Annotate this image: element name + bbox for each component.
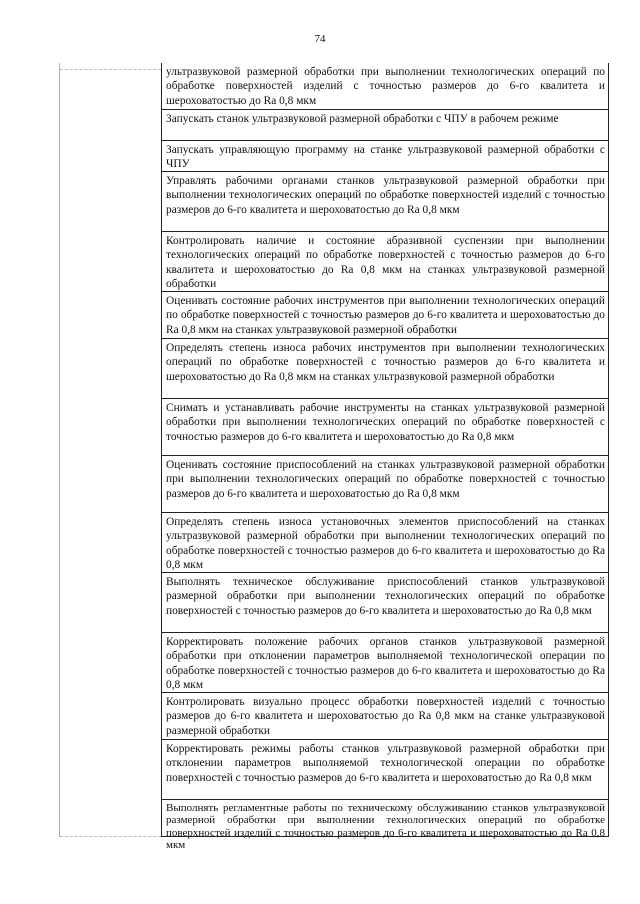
table-row: Контролировать визуально процесс обработки поверхностей изделий с точностью размеров до 6-го квалитета и шероховатостью до Ra 0,8 мкм на станке ультразвуковой размерной обработки	[162, 693, 608, 740]
table-row: Выполнять техническое обслуживание приспособлений станков ультразвуковой размерной обработки при выполнении технологических операций по обработке поверхностей с точностью размеров до 6-го квалитета и шероховатостью до Ra 0,8 мкм	[162, 573, 608, 633]
table-row: Снимать и устанавливать рабочие инструменты на станках ультразвуковой размерной обработки при выполнении технологических операций по обработке поверхностей с точностью размеров до 6-го квалитета и шероховатостью до Ra 0,8 мкм	[162, 399, 608, 456]
table-row: Корректировать режимы работы станков ультразвуковой размерной обработки при отклонении параметров выполняемой технологической операции по обработке поверхностей с точностью размеров до 6-го квалитета и шероховатостью до Ra 0,8 мкм	[162, 740, 608, 800]
left-column-divider	[60, 69, 161, 70]
left-column-divider	[60, 836, 161, 837]
table-row: Оценивать состояние рабочих инструментов при выполнении технологических операций по обработке поверхностей с точностью размеров до 6-го квалитета и шероховатостью до Ra 0,8 мкм на станках ультразвуковой размерной обработки	[162, 292, 608, 339]
table-left-column	[59, 63, 161, 837]
table-row: Определять степень износа установочных элементов приспособлений на станках ультразвуковой размерной обработки при выполнении технологических операций по обработке поверхностей с точностью размеров до 6-го квалитета и шероховатостью до Ra 0,8 мкм	[162, 513, 608, 573]
table-row: Выполнять регламентные работы по техническому обслуживанию станков ультразвуковой размерной обработки при выполнении технологических операций по обработке поверхностей изделий с точностью размеров до 6-го квалитета и шероховатостью до Ra 0,8 мкм	[162, 800, 608, 837]
table-cells	[161, 63, 609, 852]
table-row: Определять степень износа рабочих инструментов при выполнении технологических операций по обработке поверхностей с точностью размеров до 6-го квалитета и шероховатостью до Ra 0,8 мкм на станках ультразвуковой размерной обработки	[162, 339, 608, 399]
page-number: 74	[314, 33, 326, 45]
skills-table	[59, 63, 608, 852]
table-row: Управлять рабочими органами станков ультразвуковой размерной обработки при выполнении технологических операций по обработке поверхностей изделий с точностью размеров до 6-го квалитета и шероховатостью до Ra 0,8 мкм	[162, 172, 608, 232]
table-row: ультразвуковой размерной обработки при выполнении технологических операций по обработке поверхностей изделий с точностью размеров до 6-го квалитета и шероховатостью до Ra 0,8 мкм	[162, 63, 608, 110]
table-row: Корректировать положение рабочих органов станков ультразвуковой размерной обработки при отклонении параметров выполняемой технологической операции по обработке поверхностей с точностью размеров до 6-го квалитета и шероховатостью до Ra 0,8 мкм	[162, 633, 608, 693]
table-row: Оценивать состояние приспособлений на станках ультразвуковой размерной обработки при выполнении технологических операций по обработке поверхностей с точностью размеров до 6-го квалитета и шероховатостью до Ra 0,8 мкм	[162, 456, 608, 513]
table-row: Запускать управляющую программу на станке ультразвуковой размерной обработки с ЧПУ	[162, 141, 608, 172]
table-row: Контролировать наличие и состояние абразивной суспензии при выполнении технологических операций по обработке поверхностей с точностью размеров до 6-го квалитета и шероховатостью до Ra 0,8 мкм на станках ультразвуковой размерной обработки	[162, 232, 608, 292]
table-row: Запускать станок ультразвуковой размерной обработки с ЧПУ в рабочем режиме	[162, 110, 608, 141]
